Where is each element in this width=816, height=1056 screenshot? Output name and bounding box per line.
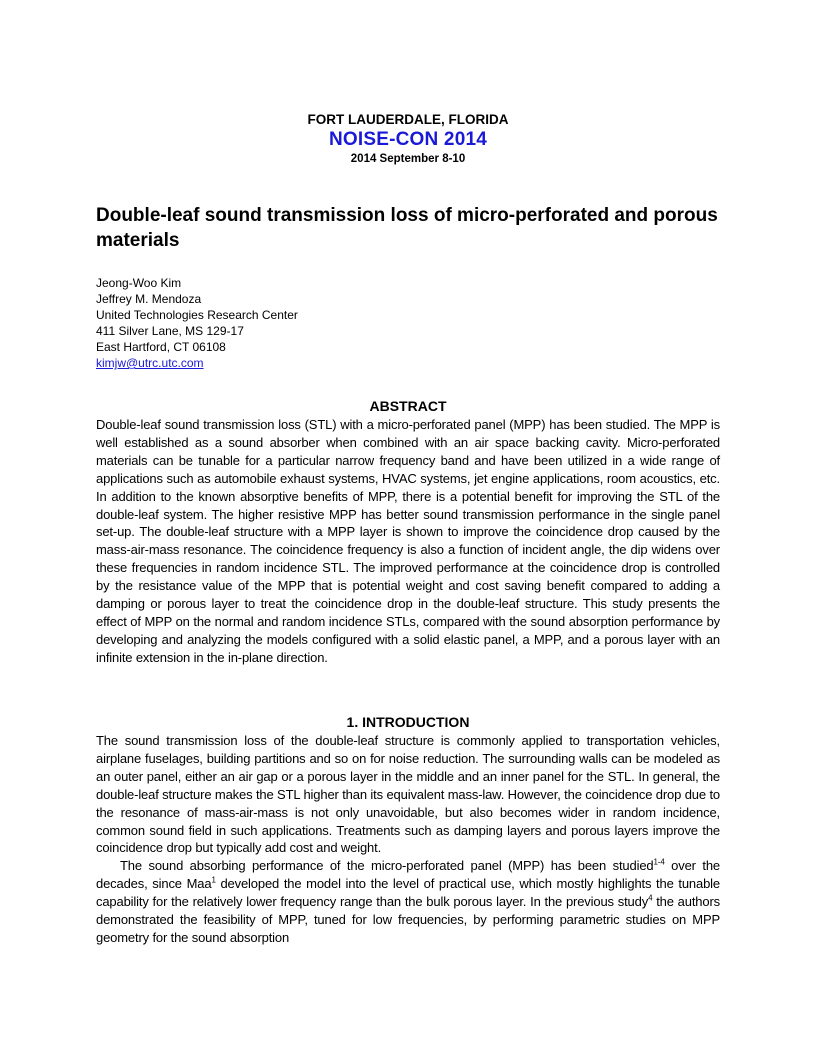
introduction-heading: 1. INTRODUCTION xyxy=(346,714,470,730)
author-name: Jeffrey M. Mendoza xyxy=(96,292,202,306)
conference-location: FORT LAUDERDALE, FLORIDA xyxy=(307,112,509,127)
abstract-text: Double-leaf sound transmission loss (STL) with a micro-perforated panel (MPP) has been studied. The MPP is well established as a sound absorber when combined with an air space backing cavity. Micro-perforated materials can be tunable for a particular narrow frequency band and have been utilized in a wide range of applications such as automobile exhaust systems, HVAC systems, jet engine applications, room acoustics, etc. In addition to the known absorptive benefits of MPP, there is a potential benefit for improving the STL of the double-leaf system. The higher resistive MPP has better sound transmission performance in the single panel set-up. The double-leaf structure with a MPP layer is shown to improve the coincidence drop caused by the mass-air-mass resonance. The coincidence frequency is also a function of incident angle, the dip widens over these frequencies in random incidence STL. The improved performance at the coincidence drop is controlled by the resistance value of the MPP that is potential weight and cost saving benefit compared to adding a damping or porous layer to treat the coincidence drop in the double-leaf structure. This study presents the effect of MPP on the normal and random incidence STLs, compared with the sound absorption performance by developing and analyzing the models configured with a solid elastic panel, a MPP, and a porous layer with an infinite extension in the in-plane direction. xyxy=(96,417,720,665)
intro-paragraph-1: The sound transmission loss of the double-leaf structure is commonly applied to transportation vehicles, airplane fuselages, building partitions and so on for noise reduction. The surrounding walls can be modeled as an outer panel, either an air gap or a porous layer in the middle and an inner panel for the STL. In general, the double-leaf structure makes the STL higher than its equivalent mass-law. However, the coincidence drop due to the resonance of mass-air-mass is not only unavoidable, but also becomes wider in random incidence, common sound field in such applications. Treatments such as damping layers and porous layers improve the coincidence drop but typically add cost and weight. xyxy=(96,733,720,856)
conference-header xyxy=(0,111,816,167)
author-affiliation: United Technologies Research Center xyxy=(96,308,298,322)
conference-name: NOISE-CON 2014 xyxy=(328,129,488,150)
abstract-heading: ABSTRACT xyxy=(369,398,447,414)
paper-title: Double-leaf sound transmission loss of micro-perforated and porous materials xyxy=(96,205,718,251)
intro-text-span: over the decades, since Maa xyxy=(96,858,720,892)
citation-superscript: 1 xyxy=(211,875,216,885)
author-name: Jeong-Woo Kim xyxy=(96,276,182,290)
intro-text-span: developed the model into the level of practical use, which mostly highlights the tunable capability for the relatively lower frequency range than the bulk porous layer. In the previous study xyxy=(96,876,720,910)
author-block xyxy=(96,275,298,371)
intro-text-span: The sound absorbing performance of the micro-perforated panel (MPP) has been studied xyxy=(120,858,654,874)
introduction-body xyxy=(96,732,720,947)
author-address-line: East Hartford, CT 06108 xyxy=(96,340,226,354)
author-address-line: 411 Silver Lane, MS 129-17 xyxy=(96,324,244,338)
citation-superscript: 1-4 xyxy=(653,858,665,868)
citation-superscript: 4 xyxy=(648,893,653,903)
intro-text-span: the authors demonstrated the feasibility of MPP, tuned for low frequencies, by performing parametric studies on MPP geometry for the sound absorption xyxy=(96,894,720,945)
author-email-link[interactable]: kimjw@utrc.utc.com xyxy=(96,356,204,370)
conference-date: 2014 September 8-10 xyxy=(350,153,466,165)
intro-paragraph-2 xyxy=(96,857,720,947)
